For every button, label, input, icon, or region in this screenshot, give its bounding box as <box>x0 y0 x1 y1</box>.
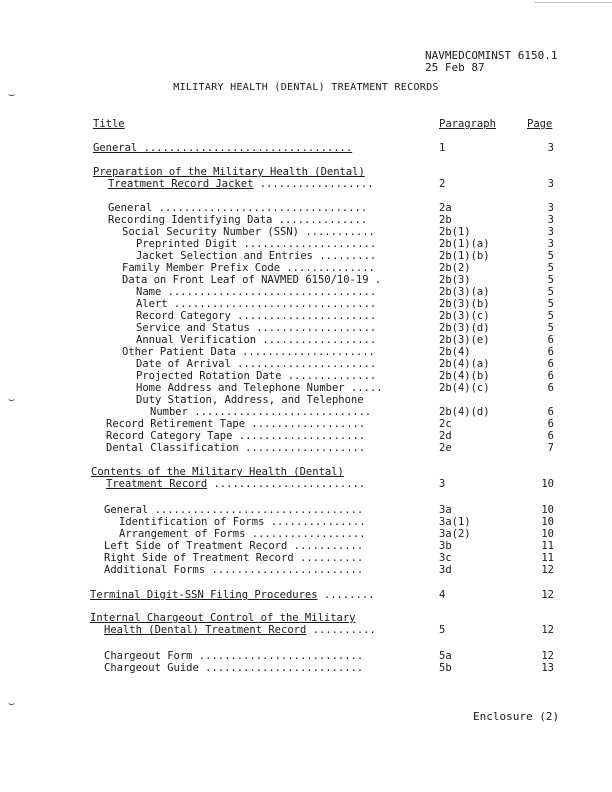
toc-entry <box>0 442 612 454</box>
toc-entry-title: Chargeout Guide ......................... <box>104 662 364 674</box>
toc-entry-title: Identification of Forms ............... <box>119 516 366 528</box>
toc-entry-page: 3 <box>547 142 554 154</box>
toc-entry <box>0 214 612 226</box>
toc-entry <box>0 178 612 190</box>
toc-entry <box>0 406 612 418</box>
toc-entry-title: Arrangement of Forms .................. <box>119 528 366 540</box>
toc-entry-page: 11 <box>541 540 554 552</box>
toc-entry-page: 13 <box>541 662 554 674</box>
column-header-title: Title <box>93 118 125 130</box>
toc-entry-title: Data on Front Leaf of NAVMED 6150/10-19 . <box>122 274 382 286</box>
toc-entry-page: 3 <box>547 238 554 250</box>
toc-entry-title: Left Side of Treatment Record ........... <box>104 540 364 552</box>
toc-entry-title: Chargeout Form .......................... <box>104 650 364 662</box>
toc-entry-title-text: Treatment Record <box>106 478 208 490</box>
toc-entry <box>0 564 612 576</box>
toc-entry-title: Additional Forms ........................ <box>104 564 364 576</box>
toc-entry <box>0 274 612 286</box>
column-header-page: Page <box>527 118 553 130</box>
toc-entry <box>0 650 612 662</box>
toc-entry-paragraph: 2b(4) <box>439 346 471 358</box>
column-header-paragraph: Paragraph <box>439 118 496 130</box>
toc-entry-paragraph: 2b(3)(e) <box>439 334 490 346</box>
toc-entry-title: Home Address and Telephone Number ..... <box>136 382 383 394</box>
toc-entry-paragraph: 2b(3)(b) <box>439 298 490 310</box>
toc-entry-title: Alert ................................ <box>136 298 377 310</box>
toc-entry-paragraph: 2b(1)(a) <box>439 238 490 250</box>
binding-mark: ⌣ <box>8 393 16 406</box>
toc-entry <box>0 528 612 540</box>
toc-entry <box>0 346 612 358</box>
toc-entry-page: 12 <box>541 589 554 601</box>
toc-entry-page: 3 <box>547 226 554 238</box>
toc-entry-page: 6 <box>547 370 554 382</box>
toc-entry-paragraph: 2e <box>439 442 452 454</box>
toc-entry-title: Duty Station, Address, and Telephone <box>136 394 364 406</box>
toc-entry-paragraph: 2 <box>439 178 446 190</box>
toc-entry <box>0 589 612 601</box>
toc-entry-page: 5 <box>547 322 554 334</box>
toc-entry-page: 6 <box>547 334 554 346</box>
scan-edge-line <box>535 2 612 3</box>
toc-entry-paragraph: 2b(2) <box>439 262 471 274</box>
toc-entry-page: 11 <box>541 552 554 564</box>
toc-entry <box>0 418 612 430</box>
toc-entry-paragraph: 2b(4)(c) <box>439 382 490 394</box>
toc-entry <box>0 466 612 478</box>
toc-entry-title: Service and Status ................... <box>136 322 377 334</box>
toc-entry-page: 10 <box>541 478 554 490</box>
toc-entry-title: Record Category Tape .................... <box>106 430 366 442</box>
toc-entry-title: Right Side of Treatment Record .......... <box>104 552 364 564</box>
toc-entry-title <box>108 178 374 190</box>
toc-entry-paragraph: 4 <box>439 589 446 601</box>
toc-entry-paragraph: 2c <box>439 418 452 430</box>
enclosure-label: Enclosure (2) <box>473 710 560 723</box>
toc-entry-paragraph: 2b(4)(b) <box>439 370 490 382</box>
toc-entry-page: 7 <box>547 442 554 454</box>
toc-entry-title: Family Member Prefix Code .............. <box>122 262 375 274</box>
toc-entry-title: Number ............................ <box>150 406 372 418</box>
document-title: MILITARY HEALTH (DENTAL) TREATMENT RECORDS <box>173 82 439 93</box>
toc-entry-page: 12 <box>541 564 554 576</box>
toc-entry <box>0 166 612 178</box>
toc-entry-paragraph: 3d <box>439 564 452 576</box>
toc-entry-title: Social Security Number (SSN) ........... <box>122 226 375 238</box>
toc-entry-page: 5 <box>547 286 554 298</box>
toc-entry-paragraph: 5b <box>439 662 452 674</box>
toc-entry-page: 3 <box>547 202 554 214</box>
toc-entry-leader: ........................ <box>207 478 366 490</box>
toc-entry <box>0 358 612 370</box>
toc-entry-title: Projected Rotation Date .............. <box>136 370 377 382</box>
toc-entry-page: 12 <box>541 624 554 636</box>
toc-entry-paragraph: 2b(1)(b) <box>439 250 490 262</box>
toc-entry-paragraph: 3c <box>439 552 452 564</box>
toc-entry-title: Internal Chargeout Control of the Military <box>90 612 356 624</box>
toc-entry-paragraph: 2a <box>439 202 452 214</box>
toc-entry-page: 3 <box>547 178 554 190</box>
toc-entry-page: 5 <box>547 262 554 274</box>
toc-entry <box>0 478 612 490</box>
toc-entry-paragraph: 2b(4)(d) <box>439 406 490 418</box>
toc-entry-title: Contents of the Military Health (Dental) <box>91 466 344 478</box>
toc-entry <box>0 612 612 624</box>
toc-entry-paragraph: 5 <box>439 624 446 636</box>
toc-entry-title: Record Retirement Tape .................. <box>106 418 366 430</box>
toc-entry-paragraph: 2b(3)(a) <box>439 286 490 298</box>
toc-entry-title: Other Patient Data ..................... <box>122 346 375 358</box>
toc-entry-title: Dental Classification ................... <box>106 442 366 454</box>
toc-entry-title: General ................................. <box>104 504 364 516</box>
toc-entry-title: Annual Verification .................. <box>136 334 377 346</box>
toc-entry-page: 6 <box>547 418 554 430</box>
toc-entry-leader: ........ <box>317 589 375 601</box>
toc-entry <box>0 662 612 674</box>
toc-entry-page: 3 <box>547 214 554 226</box>
toc-entry-page: 6 <box>547 406 554 418</box>
toc-entry-paragraph: 3b <box>439 540 452 552</box>
toc-entry-title: Date of Arrival ...................... <box>136 358 377 370</box>
toc-entry-paragraph: 2b(3) <box>439 274 471 286</box>
binding-mark: ⌣ <box>8 697 16 710</box>
toc-entry-title-text: Terminal Digit-SSN Filing Procedures <box>90 589 318 601</box>
toc-entry <box>0 250 612 262</box>
toc-entry-paragraph: 2b(3)(d) <box>439 322 490 334</box>
toc-entry <box>0 202 612 214</box>
toc-entry <box>0 298 612 310</box>
instruction-number: NAVMEDCOMINST 6150.1 <box>425 49 558 62</box>
toc-entry-paragraph: 2b(1) <box>439 226 471 238</box>
toc-entry-paragraph: 3a <box>439 504 452 516</box>
toc-entry-title: Record Category ...................... <box>136 310 377 322</box>
toc-entry-leader: .................. <box>253 178 374 190</box>
toc-entry <box>0 394 612 406</box>
toc-entry <box>0 334 612 346</box>
toc-entry-title: General ................................. <box>108 202 368 214</box>
toc-entry-paragraph: 3 <box>439 478 446 490</box>
toc-entry <box>0 430 612 442</box>
toc-entry <box>0 226 612 238</box>
toc-entry-page: 5 <box>547 274 554 286</box>
toc-entry <box>0 262 612 274</box>
toc-entry-title: General ................................. <box>93 142 353 154</box>
toc-entry-page: 6 <box>547 430 554 442</box>
toc-entry-title <box>104 624 376 636</box>
toc-entry-paragraph: 5a <box>439 650 452 662</box>
instruction-date: 25 Feb 87 <box>425 61 485 74</box>
toc-entry-page: 12 <box>541 650 554 662</box>
toc-entry <box>0 540 612 552</box>
toc-entry <box>0 286 612 298</box>
toc-entry-title <box>90 589 374 601</box>
toc-entry <box>0 142 612 154</box>
toc-entry-paragraph: 2b <box>439 214 452 226</box>
toc-entry <box>0 552 612 564</box>
toc-entry-title-text: Health (Dental) Treatment Record <box>104 624 307 636</box>
toc-entry-paragraph: 1 <box>439 142 446 154</box>
toc-entry-leader: .......... <box>306 624 376 636</box>
toc-entry-page: 6 <box>547 346 554 358</box>
toc-entry-page: 10 <box>541 528 554 540</box>
toc-entry <box>0 624 612 636</box>
toc-entry-page: 10 <box>541 504 554 516</box>
toc-entry-page: 5 <box>547 310 554 322</box>
toc-entry-paragraph: 2b(3)(c) <box>439 310 490 322</box>
toc-entry <box>0 370 612 382</box>
toc-entry-page: 6 <box>547 358 554 370</box>
binding-mark: ⌣ <box>8 88 16 101</box>
toc-entry-page: 5 <box>547 250 554 262</box>
toc-entry-page: 5 <box>547 298 554 310</box>
toc-entry <box>0 516 612 528</box>
toc-entry <box>0 238 612 250</box>
toc-entry <box>0 322 612 334</box>
toc-entry-title <box>106 478 365 490</box>
toc-entry-title: Jacket Selection and Entries ......... <box>136 250 377 262</box>
toc-entry-title: Recording Identifying Data .............. <box>108 214 368 226</box>
toc-entry-paragraph: 3a(2) <box>439 528 471 540</box>
toc-entry-paragraph: 2b(4)(a) <box>439 358 490 370</box>
toc-entry <box>0 504 612 516</box>
toc-entry-title-text: Treatment Record Jacket <box>108 178 254 190</box>
toc-entry-paragraph: 3a(1) <box>439 516 471 528</box>
toc-entry-title: Preprinted Digit ..................... <box>136 238 377 250</box>
toc-entry <box>0 310 612 322</box>
toc-entry-page: 10 <box>541 516 554 528</box>
toc-entry-title: Name ................................. <box>136 286 377 298</box>
toc-entry-page: 6 <box>547 382 554 394</box>
toc-entry-title: Preparation of the Military Health (Dental) <box>93 166 365 178</box>
toc-entry <box>0 382 612 394</box>
toc-entry-paragraph: 2d <box>439 430 452 442</box>
